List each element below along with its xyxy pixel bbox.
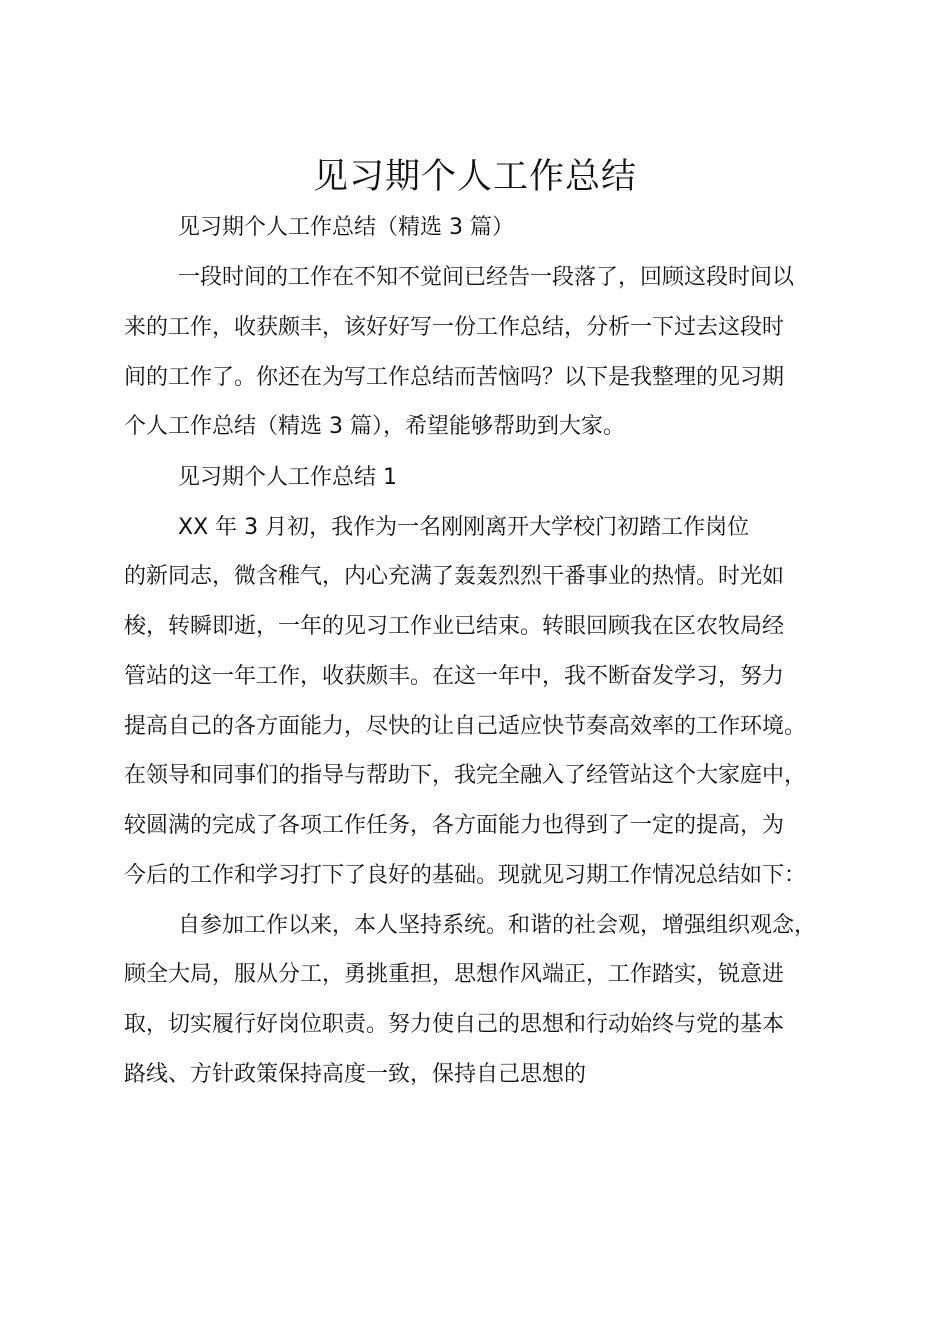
body-line: 较圆满的完成了各项工作任务，各方面能力也得到了一定的提高，为 <box>124 813 785 838</box>
body-line: XX 年 3 月初，我作为一名刚刚离开大学校门初踏工作岗位 <box>178 515 750 540</box>
section-heading: 见习期个人工作总结 1 <box>178 465 397 490</box>
document-title: 见习期个人工作总结 <box>312 157 637 197</box>
intro-line: 一段时间的工作在不知不觉间已经告一段落了，回顾这段时间以 <box>178 265 795 290</box>
body-line: 今后的工作和学习打下了良好的基础。现就见习期工作情况总结如下： <box>124 863 807 888</box>
body-line: 提高自己的各方面能力，尽快的让自己适应快节奏高效率的工作环境。 <box>124 714 807 739</box>
intro-line: 个人工作总结（精选 3 篇），希望能够帮助到大家。 <box>124 414 625 439</box>
body-line: 管站的这一年工作，收获颇丰。在这一年中，我不断奋发学习，努力 <box>124 664 785 689</box>
intro-line: 来的工作，收获颇丰，该好好写一份工作总结，分析一下过去这段时 <box>124 315 785 340</box>
body-line: 在领导和同事们的指导与帮助下，我完全融入了经管站这个大家庭中， <box>124 763 807 788</box>
body-line: 取，切实履行好岗位职责。努力使自己的思想和行动始终与党的基本 <box>124 1012 785 1037</box>
body-line: 的新同志，微含稚气，内心充满了轰轰烈烈干番事业的热情。时光如 <box>124 564 785 589</box>
body-line: 顾全大局，服从分工，勇挑重担，思想作风端正，工作踏实，锐意进 <box>124 962 785 987</box>
document-subtitle: 见习期个人工作总结（精选 3 篇） <box>178 215 514 240</box>
body-line: 路线、方针政策保持高度一致，保持自己思想的 <box>124 1062 587 1087</box>
body-line: 梭，转瞬即逝，一年的见习工作业已结束。转眼回顾我在区农牧局经 <box>124 614 785 639</box>
body-line: 自参加工作以来，本人坚持系统。和谐的社会观，增强组织观念， <box>178 913 817 938</box>
intro-line: 间的工作了。你还在为写工作总结而苦恼吗？以下是我整理的见习期 <box>124 365 785 390</box>
